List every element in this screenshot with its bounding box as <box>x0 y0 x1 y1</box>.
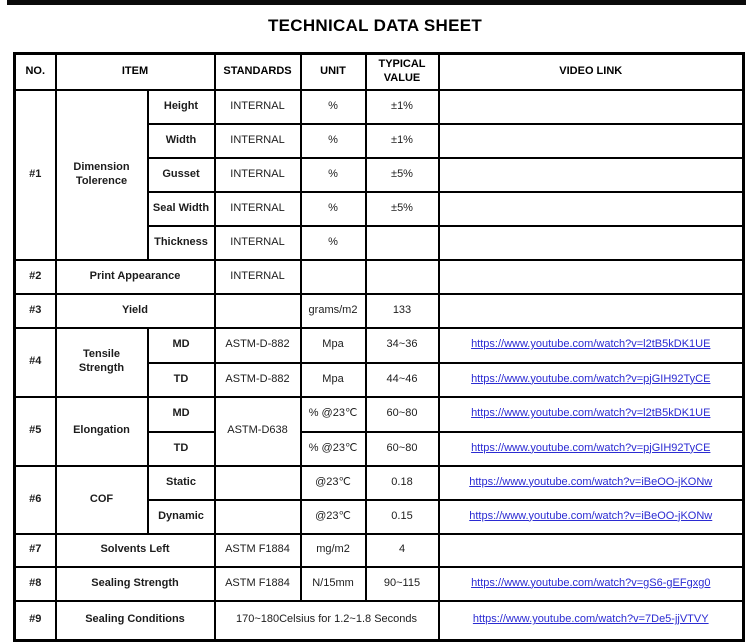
typical-value-cell <box>366 226 439 260</box>
video-link-cell <box>439 567 744 601</box>
video-link[interactable]: https://www.youtube.com/watch?v=pjGIH92TyCE <box>471 441 711 454</box>
row-no: #5 <box>15 397 56 466</box>
typical-value-cell <box>366 260 439 294</box>
video-link[interactable]: https://www.youtube.com/watch?v=iBeOO-jKONw <box>469 475 713 488</box>
col-header-item: ITEM <box>56 54 215 90</box>
typical-value-cell: 44~46 <box>366 363 439 397</box>
sub-item-label: Height <box>148 90 215 124</box>
standards-cell <box>215 294 301 328</box>
table-row <box>15 90 744 124</box>
typical-value-cell: 4 <box>366 534 439 567</box>
sub-item-label: Static <box>148 466 215 500</box>
typical-value-cell: 0.18 <box>366 466 439 500</box>
video-link-cell <box>439 397 744 432</box>
standards-cell: ASTM F1884 <box>215 534 301 567</box>
typical-value-cell: ±5% <box>366 192 439 226</box>
video-link-cell <box>439 124 744 158</box>
table-row <box>15 601 744 641</box>
col-header-video-link: VIDEO LINK <box>439 54 744 90</box>
sub-item-label: TD <box>148 363 215 397</box>
standards-cell: INTERNAL <box>215 192 301 226</box>
sub-item-label: Dynamic <box>148 500 215 534</box>
unit-cell: @23℃ <box>301 500 366 534</box>
item-name: Yield <box>56 294 215 328</box>
unit-cell: % <box>301 158 366 192</box>
video-link[interactable]: https://www.youtube.com/watch?v=l2tB5kDK1UE <box>471 338 711 351</box>
video-link-cell <box>439 192 744 226</box>
row-no: #1 <box>15 90 56 260</box>
item-name: Sealing Strength <box>56 567 215 601</box>
row-no: #2 <box>15 260 56 294</box>
item-name: Tensile Strength <box>56 328 148 397</box>
unit-cell: mg/m2 <box>301 534 366 567</box>
item-name: Elongation <box>56 397 148 466</box>
video-link-cell <box>439 260 744 294</box>
sub-item-label: MD <box>148 328 215 363</box>
typical-value-cell: 34~36 <box>366 328 439 363</box>
video-link[interactable]: https://www.youtube.com/watch?v=iBeOO-jKONw <box>469 509 713 522</box>
video-link-cell <box>439 601 744 641</box>
standards-cell: INTERNAL <box>215 90 301 124</box>
standards-cell <box>215 500 301 534</box>
standards-cell: INTERNAL <box>215 124 301 158</box>
standards-cell: ASTM-D-882 <box>215 328 301 363</box>
table-row <box>15 466 744 500</box>
video-link-cell <box>439 432 744 466</box>
unit-cell: % @23℃ <box>301 397 366 432</box>
item-name: Solvents Left <box>56 534 215 567</box>
technical-data-table <box>13 52 745 642</box>
sub-item-label: TD <box>148 432 215 466</box>
item-name: Print Appearance <box>56 260 215 294</box>
unit-cell: % <box>301 90 366 124</box>
table-row <box>15 328 744 363</box>
typical-value-cell: ±1% <box>366 124 439 158</box>
typical-value-cell: ±1% <box>366 90 439 124</box>
sub-item-label: Seal Width <box>148 192 215 226</box>
video-link-cell <box>439 226 744 260</box>
standards-cell: ASTM-D-882 <box>215 363 301 397</box>
unit-cell <box>301 260 366 294</box>
video-link[interactable]: https://www.youtube.com/watch?v=7De5-jjVTVY <box>472 613 709 626</box>
unit-cell: % <box>301 226 366 260</box>
item-name: COF <box>56 466 148 534</box>
video-link[interactable]: https://www.youtube.com/watch?v=l2tB5kDK1UE <box>471 407 711 420</box>
typical-value-cell: 60~80 <box>366 432 439 466</box>
top-border-bar <box>7 0 746 5</box>
row-no: #8 <box>15 567 56 601</box>
unit-cell: grams/m2 <box>301 294 366 328</box>
video-link-cell <box>439 90 744 124</box>
video-link-cell <box>439 294 744 328</box>
row-no: #3 <box>15 294 56 328</box>
page-title: TECHNICAL DATA SHEET <box>267 16 483 35</box>
typical-value-cell: ±5% <box>366 158 439 192</box>
row-no: #4 <box>15 328 56 397</box>
col-header-typical-value: TYPICAL VALUE <box>366 54 439 90</box>
standards-cell: INTERNAL <box>215 158 301 192</box>
unit-cell: N/15mm <box>301 567 366 601</box>
table-row <box>15 294 744 328</box>
unit-cell: % @23℃ <box>301 432 366 466</box>
col-header-standards: STANDARDS <box>215 54 301 90</box>
col-header-no: NO. <box>15 54 56 90</box>
item-name: Sealing Conditions <box>56 601 215 641</box>
row-no: #7 <box>15 534 56 567</box>
table-row <box>15 567 744 601</box>
table-row <box>15 534 744 567</box>
item-name: Dimension Tolerence <box>56 90 148 260</box>
standards-cell <box>215 466 301 500</box>
video-link[interactable]: https://www.youtube.com/watch?v=gS6-gEFgxg0 <box>471 576 711 589</box>
unit-cell: Mpa <box>301 363 366 397</box>
video-link-cell <box>439 363 744 397</box>
sub-item-label: Gusset <box>148 158 215 192</box>
table-row <box>15 260 744 294</box>
table-header-row <box>15 54 744 90</box>
sub-item-label: Thickness <box>148 226 215 260</box>
col-header-unit: UNIT <box>301 54 366 90</box>
video-link-cell <box>439 534 744 567</box>
sub-item-label: Width <box>148 124 215 158</box>
unit-cell: @23℃ <box>301 466 366 500</box>
unit-cell: % <box>301 192 366 226</box>
unit-cell: % <box>301 124 366 158</box>
row-no: #6 <box>15 466 56 534</box>
unit-cell: Mpa <box>301 328 366 363</box>
typical-value-cell: 60~80 <box>366 397 439 432</box>
typical-value-cell: 133 <box>366 294 439 328</box>
typical-value-cell: 0.15 <box>366 500 439 534</box>
standards-cell: INTERNAL <box>215 226 301 260</box>
typical-value-cell: 90~115 <box>366 567 439 601</box>
video-link-cell <box>439 328 744 363</box>
standards-cell: ASTM F1884 <box>215 567 301 601</box>
standards-cell: ASTM-D638 <box>215 397 301 466</box>
sub-item-label: MD <box>148 397 215 432</box>
table-row <box>15 397 744 432</box>
video-link-cell <box>439 466 744 500</box>
video-link[interactable]: https://www.youtube.com/watch?v=pjGIH92TyCE <box>471 372 711 385</box>
video-link-cell <box>439 500 744 534</box>
row-no: #9 <box>15 601 56 641</box>
standards-cell: INTERNAL <box>215 260 301 294</box>
conditions-cell: 170~180Celsius for 1.2~1.8 Seconds <box>215 601 439 641</box>
video-link-cell <box>439 158 744 192</box>
